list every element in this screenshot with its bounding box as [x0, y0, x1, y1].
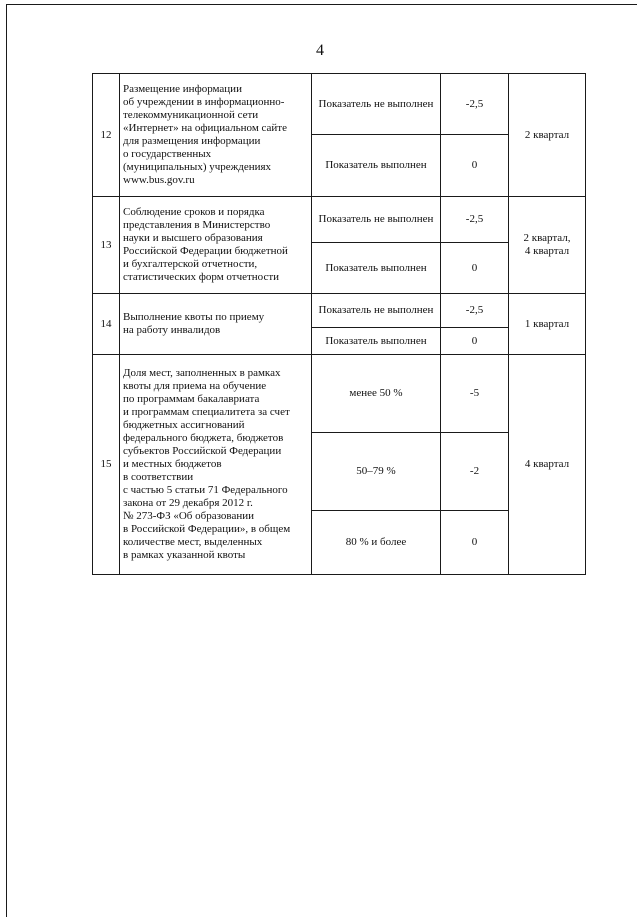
row-number: 12: [93, 74, 120, 197]
description-line: количестве мест, выделенных: [123, 536, 263, 548]
criterion-description: [120, 74, 312, 197]
description-line: Доля мест, заполненных в рамках: [123, 367, 281, 379]
description-line: для размещения информации: [123, 135, 261, 147]
table-row: [93, 197, 586, 243]
description-line: в соответствии: [123, 471, 194, 483]
table-row: [93, 355, 586, 433]
description-line: на работу инвалидов: [123, 324, 221, 336]
table-row: [93, 74, 586, 135]
score-cell: -2,5: [441, 294, 509, 328]
criterion-description: [120, 197, 312, 294]
period-line: 2 квартал: [524, 128, 570, 141]
description-line: Размещение информации: [123, 83, 242, 95]
period-cell: [509, 355, 586, 575]
period-line: 1 квартал: [524, 317, 570, 330]
description-line: телекоммуникационной сети: [123, 109, 259, 121]
description-line: статистических форм отчетности: [123, 271, 280, 283]
score-cell: 0: [441, 243, 509, 294]
description-line: о государственных: [123, 148, 212, 160]
period-cell: [509, 74, 586, 197]
description-line: представления в Министерство: [123, 219, 271, 231]
description-line: www.bus.gov.ru: [123, 174, 195, 186]
score-cell: -5: [441, 355, 509, 433]
indicator-cell: Показатель выполнен: [312, 243, 441, 294]
period-line: 4 квартал: [524, 458, 570, 470]
indicator-cell: Показатель не выполнен: [312, 294, 441, 328]
description-line: Соблюдение сроков и порядка: [123, 206, 265, 218]
score-cell: 0: [441, 511, 509, 575]
page-number: 4: [316, 42, 324, 59]
row-number: 15: [93, 355, 120, 575]
description-line: и бухгалтерской отчетности,: [123, 258, 258, 270]
score-cell: -2,5: [441, 74, 509, 135]
table-row: [93, 294, 586, 328]
indicator-cell: Показатель не выполнен: [312, 197, 441, 243]
indicator-cell: 80 % и более: [312, 511, 441, 575]
indicator-cell: Показатель выполнен: [312, 135, 441, 197]
indicator-cell: Показатель выполнен: [312, 328, 441, 355]
score-cell: -2: [441, 433, 509, 511]
description-line: квоты для приема на обучение: [123, 380, 267, 392]
period-line: 4 квартал: [524, 245, 570, 257]
indicator-cell: 50–79 %: [312, 433, 441, 511]
period-cell: [509, 294, 586, 355]
description-line: и местных бюджетов: [123, 458, 222, 470]
description-line: федерального бюджета, бюджетов: [123, 432, 284, 444]
indicator-cell: Показатель не выполнен: [312, 74, 441, 135]
period-cell: [509, 197, 586, 294]
description-line: по программам бакалавриата: [123, 393, 260, 405]
score-cell: -2,5: [441, 197, 509, 243]
score-cell: 0: [441, 328, 509, 355]
description-line: науки и высшего образования: [123, 232, 263, 244]
description-line: об учреждении в информационно-: [123, 96, 285, 108]
criteria-table: [92, 73, 586, 575]
description-line: Выполнение квоты по приему: [123, 311, 265, 323]
score-cell: 0: [441, 135, 509, 197]
description-line: в рамках указанной квоты: [123, 549, 246, 561]
description-line: субъектов Российской Федерации: [123, 445, 282, 457]
criterion-description: [120, 355, 312, 575]
period-line: 2 квартал,: [523, 232, 571, 244]
description-line: с частью 5 статьи 71 Федерального: [123, 484, 288, 496]
description-line: Российской Федерации бюджетной: [123, 245, 288, 257]
description-line: в Российской Федерации», в общем: [123, 523, 291, 535]
criterion-description: [120, 294, 312, 355]
description-line: и программам специалитета за счет: [123, 406, 290, 418]
row-number: 14: [93, 294, 120, 355]
description-line: бюджетных ассигнований: [123, 419, 245, 431]
description-line: «Интернет» на официальном сайте: [123, 122, 288, 134]
description-line: закона от 29 декабря 2012 г.: [123, 497, 253, 509]
description-line: № 273-ФЗ «Об образовании: [123, 510, 255, 522]
row-number: 13: [93, 197, 120, 294]
indicator-cell: менее 50 %: [312, 355, 441, 433]
description-line: (муниципальных) учреждениях: [123, 161, 272, 173]
